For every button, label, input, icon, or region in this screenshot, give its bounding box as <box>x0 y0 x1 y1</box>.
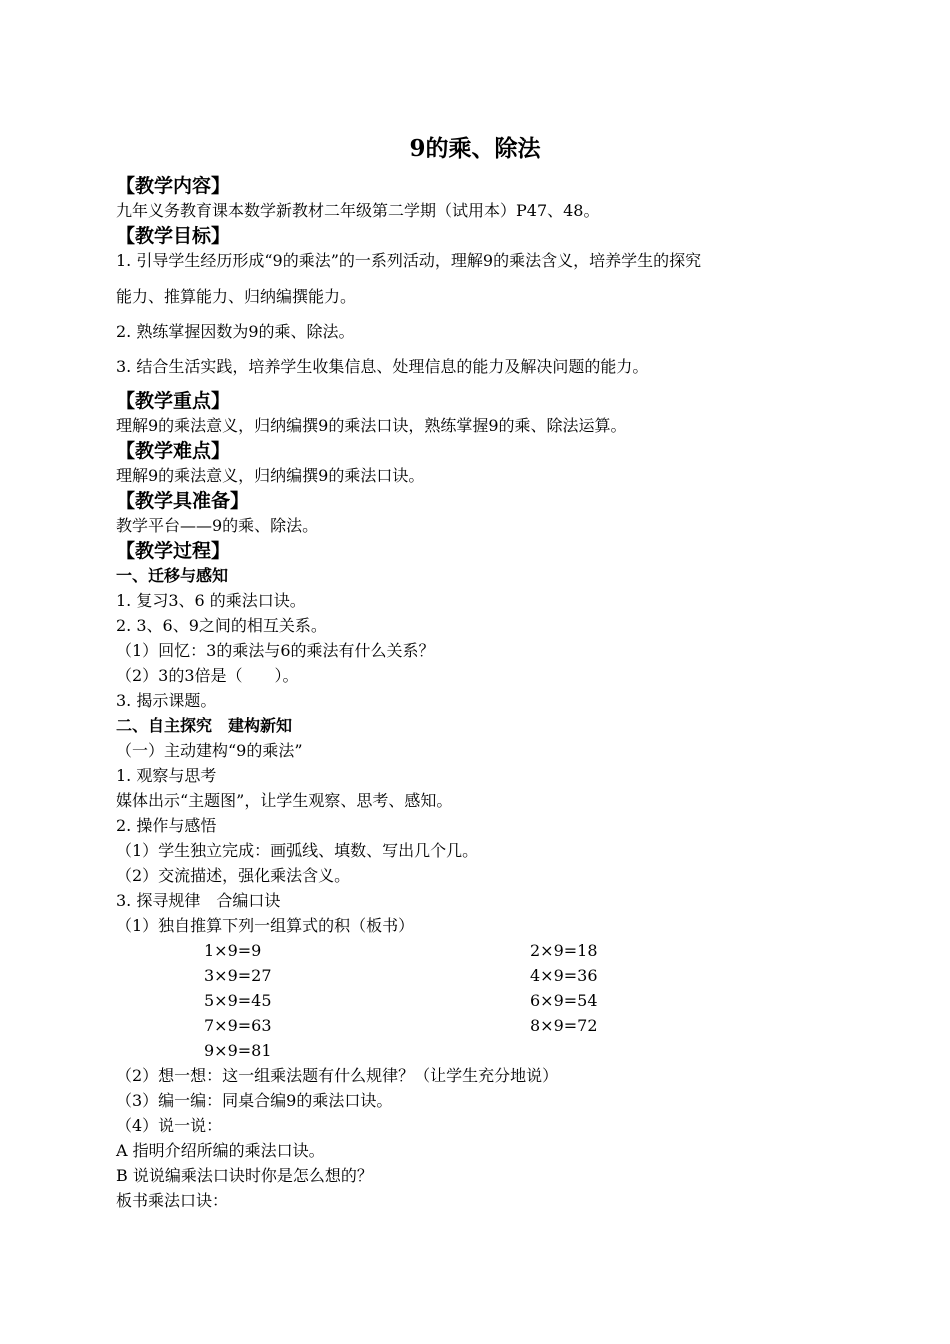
process-line: （4）说一说： <box>116 1116 223 1135</box>
heading-process: 【教学过程】 <box>116 540 231 562</box>
objective-1b: 能力、推算能力、归纳编撰能力。 <box>116 287 357 306</box>
process-line: 3. 揭示课题。 <box>116 691 217 710</box>
equation: 1×9=9 <box>204 941 262 960</box>
equation: 2×9=18 <box>530 941 598 960</box>
process-line: （2）交流描述，强化乘法含义。 <box>116 866 351 885</box>
materials-text: 教学平台——9的乘、除法。 <box>116 516 319 535</box>
process-line: （2）想一想：这一组乘法题有什么规律？（让学生充分地说） <box>116 1066 559 1085</box>
equation: 7×9=63 <box>204 1016 272 1035</box>
process-line: 1. 观察与思考 <box>116 766 217 785</box>
process-line: 媒体出示“主题图”，让学生观察、思考、感知。 <box>116 791 453 810</box>
process-line: 2. 3、6、9之间的相互关系。 <box>116 616 327 635</box>
objective-3: 3. 结合生活实践，培养学生收集信息、处理信息的能力及解决问题的能力。 <box>116 357 649 376</box>
process-line: （1）独自推算下列一组算式的积（板书） <box>116 916 415 935</box>
process-line: （2）3的3倍是（ ）。 <box>116 666 299 685</box>
equation: 9×9=81 <box>204 1041 272 1060</box>
process-line: （一）主动建构“9的乘法” <box>116 741 303 760</box>
process-line: （1）回忆：3的乘法与6的乘法有什么关系？ <box>116 641 435 660</box>
part-2-title: 二、自主探究 建构新知 <box>116 716 293 735</box>
heading-key-points: 【教学重点】 <box>116 390 231 412</box>
process-line: （3）编一编：同桌合编9的乘法口诀。 <box>116 1091 393 1110</box>
objective-2: 2. 熟练掌握因数为9的乘、除法。 <box>116 322 355 341</box>
process-line: A 指明介绍所编的乘法口诀。 <box>116 1141 325 1160</box>
process-line: B 说说编乘法口诀时你是怎么想的？ <box>116 1166 373 1185</box>
process-line: 1. 复习3、6 的乘法口诀。 <box>116 591 306 610</box>
objective-1a: 1. 引导学生经历形成“9的乘法”的一系列活动，理解9的乘法含义，培养学生的探究 <box>116 251 702 270</box>
equation: 8×9=72 <box>530 1016 598 1035</box>
heading-content: 【教学内容】 <box>116 175 231 197</box>
heading-materials: 【教学具准备】 <box>116 490 250 512</box>
equation: 3×9=27 <box>204 966 272 985</box>
process-line: 板书乘法口诀： <box>116 1191 229 1210</box>
page-title: 9的乘、除法 <box>409 135 541 162</box>
heading-difficulties: 【教学难点】 <box>116 440 231 462</box>
difficulties-text: 理解9的乘法意义，归纳编撰9的乘法口诀。 <box>116 466 425 485</box>
part-1-title: 一、迁移与感知 <box>116 566 229 585</box>
process-line: 2. 操作与感悟 <box>116 816 217 835</box>
equation: 4×9=36 <box>530 966 598 985</box>
heading-objectives: 【教学目标】 <box>116 225 231 247</box>
equation: 6×9=54 <box>530 991 598 1010</box>
equation: 5×9=45 <box>204 991 272 1010</box>
content-text: 九年义务教育课本数学新教材二年级第二学期（试用本）P47、48。 <box>116 201 600 220</box>
process-line: （1）学生独立完成：画弧线、填数、写出几个几。 <box>116 841 479 860</box>
key-points-text: 理解9的乘法意义，归纳编撰9的乘法口诀，熟练掌握9的乘、除法运算。 <box>116 416 627 435</box>
process-line: 3. 探寻规律 合编口诀 <box>116 891 281 910</box>
